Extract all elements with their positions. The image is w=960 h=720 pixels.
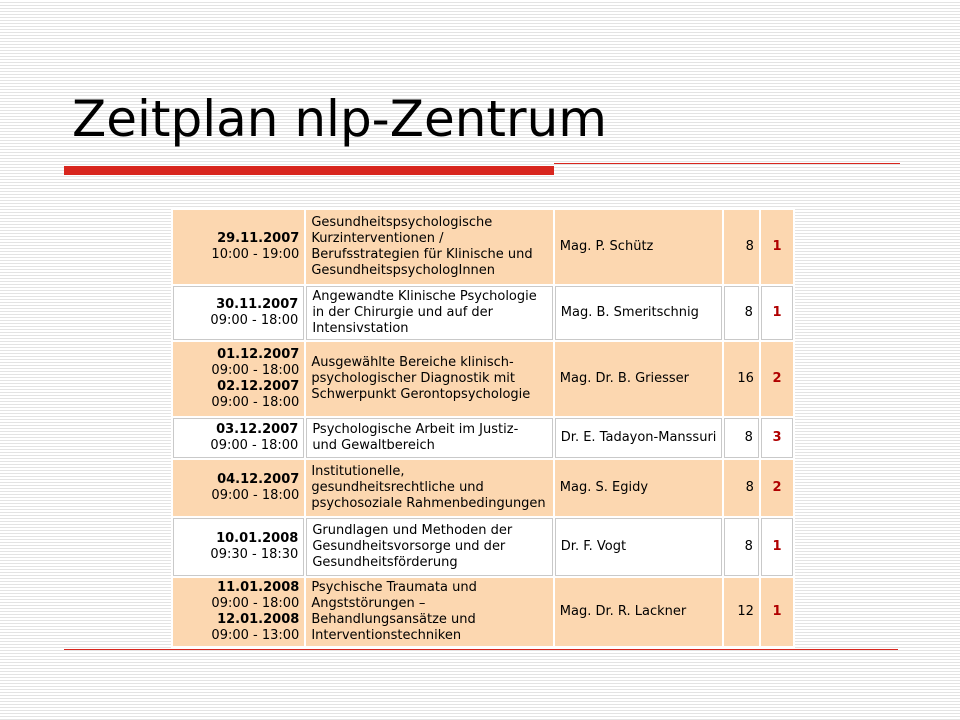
units-cell: 2 bbox=[761, 342, 793, 416]
topic-cell: Grundlagen und Methoden der Gesundheitsvorsorge und der Gesundheitsförderung bbox=[306, 518, 552, 576]
schedule-row bbox=[173, 578, 793, 646]
date-cell bbox=[173, 460, 304, 516]
units-cell: 1 bbox=[761, 578, 793, 646]
date-cell bbox=[173, 418, 304, 458]
units-cell: 1 bbox=[761, 518, 793, 576]
units-cell: 3 bbox=[761, 418, 793, 458]
lecturer-cell: Mag. B. Smeritschnig bbox=[555, 286, 723, 340]
slide-title: Zeitplan nlp-Zentrum bbox=[72, 90, 607, 148]
date-text: 30.11.2007 bbox=[216, 297, 299, 312]
time-text: 09:00 - 18:00 bbox=[211, 395, 300, 410]
title-accent-bar bbox=[64, 166, 554, 175]
hours-cell: 12 bbox=[724, 578, 759, 646]
time-text: 09:00 - 18:00 bbox=[210, 313, 299, 328]
time-text: 09:00 - 18:00 bbox=[211, 488, 300, 503]
schedule-row bbox=[173, 460, 793, 516]
date-cell bbox=[173, 518, 304, 576]
topic-cell: Gesundheitspsychologische Kurzinterventionen / Berufsstrategien für Klinische und GesundheitspsychologInnen bbox=[306, 210, 552, 284]
lecturer-cell: Dr. F. Vogt bbox=[555, 518, 723, 576]
units-cell: 2 bbox=[761, 460, 793, 516]
topic-cell: Psychologische Arbeit im Justiz- und Gewaltbereich bbox=[306, 418, 552, 458]
units-cell: 1 bbox=[761, 286, 793, 340]
schedule-row bbox=[173, 342, 793, 416]
title-divider-line bbox=[554, 163, 900, 164]
date-cell bbox=[173, 286, 304, 340]
date-text: 02.12.2007 bbox=[217, 379, 300, 394]
date-cell bbox=[173, 210, 304, 284]
hours-cell: 8 bbox=[724, 518, 759, 576]
lecturer-cell: Mag. Dr. R. Lackner bbox=[555, 578, 723, 646]
time-text: 10:00 - 19:00 bbox=[211, 247, 300, 262]
time-text: 09:00 - 18:00 bbox=[211, 363, 300, 378]
schedule-body bbox=[173, 210, 793, 646]
lecturer-cell: Dr. E. Tadayon-Manssuri bbox=[555, 418, 723, 458]
date-text: 03.12.2007 bbox=[216, 422, 299, 437]
date-text: 10.01.2008 bbox=[216, 531, 299, 546]
schedule-row bbox=[173, 518, 793, 576]
time-text: 09:00 - 18:00 bbox=[210, 438, 299, 453]
hours-cell: 8 bbox=[724, 418, 759, 458]
lecturer-cell: Mag. P. Schütz bbox=[555, 210, 723, 284]
schedule-table bbox=[171, 208, 795, 648]
date-text: 01.12.2007 bbox=[217, 347, 300, 362]
footer-divider-line bbox=[64, 649, 898, 650]
date-text: 12.01.2008 bbox=[217, 612, 300, 627]
hours-cell: 8 bbox=[724, 460, 759, 516]
topic-cell: Psychische Traumata und Angststörungen – Behandlungsansätze und Interventionstechniken bbox=[306, 578, 552, 646]
lecturer-cell: Mag. Dr. B. Griesser bbox=[555, 342, 723, 416]
date-cell bbox=[173, 578, 304, 646]
schedule-row bbox=[173, 418, 793, 458]
topic-cell: Angewandte Klinische Psychologie in der Chirurgie und auf der Intensivstation bbox=[306, 286, 552, 340]
time-text: 09:30 - 18:30 bbox=[210, 547, 299, 562]
time-text: 09:00 - 18:00 bbox=[211, 596, 300, 611]
schedule-row bbox=[173, 286, 793, 340]
time-text: 09:00 - 13:00 bbox=[211, 628, 300, 643]
date-text: 04.12.2007 bbox=[217, 472, 300, 487]
date-text: 29.11.2007 bbox=[217, 231, 300, 246]
topic-cell: Institutionelle, gesundheitsrechtliche und psychosoziale Rahmenbedingungen bbox=[306, 460, 552, 516]
units-cell: 1 bbox=[761, 210, 793, 284]
topic-cell: Ausgewählte Bereiche klinisch-psychologischer Diagnostik mit Schwerpunkt Gerontopsychologie bbox=[306, 342, 552, 416]
lecturer-cell: Mag. S. Egidy bbox=[555, 460, 723, 516]
hours-cell: 16 bbox=[724, 342, 759, 416]
hours-cell: 8 bbox=[724, 286, 759, 340]
hours-cell: 8 bbox=[724, 210, 759, 284]
date-cell bbox=[173, 342, 304, 416]
schedule-row bbox=[173, 210, 793, 284]
date-text: 11.01.2008 bbox=[217, 580, 300, 595]
